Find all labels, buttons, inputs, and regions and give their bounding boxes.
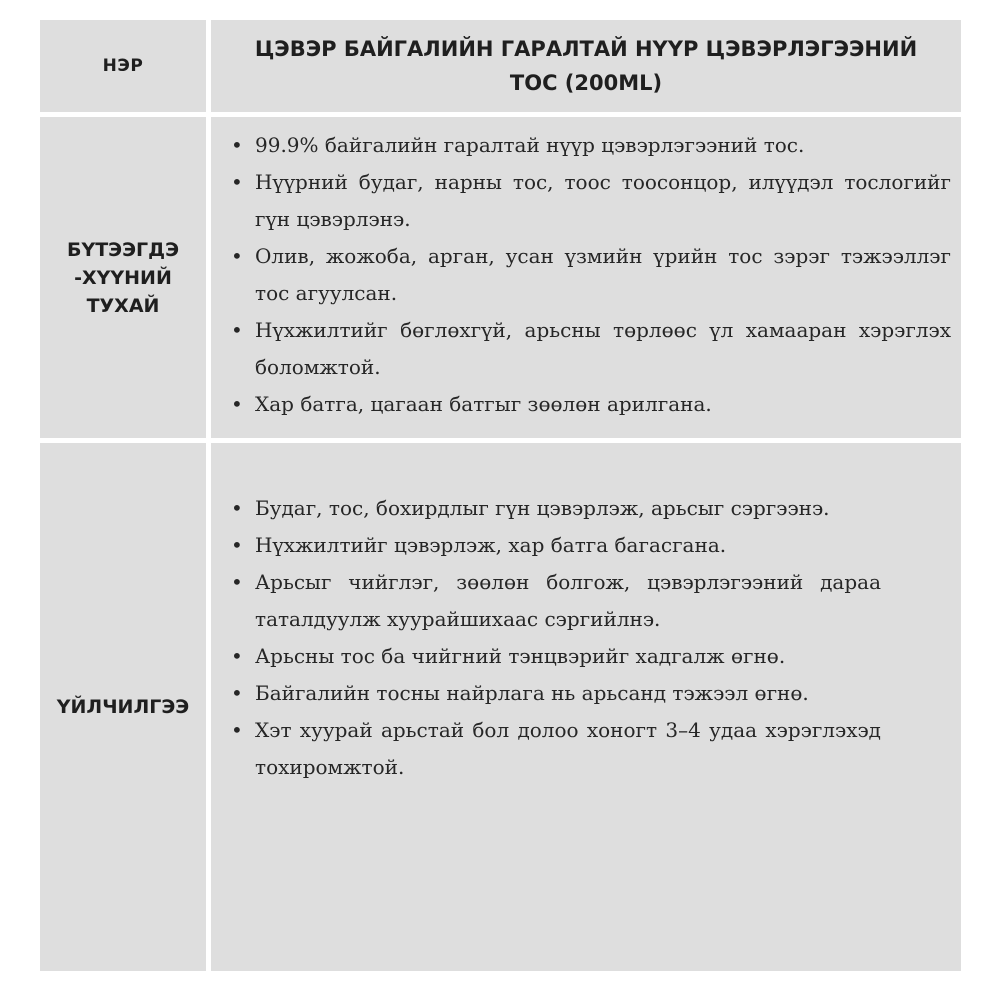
list-item-text: Байгалийн тосны найрлага нь арьсанд тэжээл өгнө. bbox=[255, 681, 809, 705]
list-item bbox=[231, 164, 951, 238]
list-item bbox=[231, 638, 881, 675]
bullet-icon: • bbox=[231, 718, 243, 742]
bullet-icon: • bbox=[231, 496, 243, 520]
list-item bbox=[231, 386, 951, 423]
list-item-text: 99.9% байгалийн гаралтай нүүр цэвэрлэгээний тос. bbox=[255, 133, 805, 157]
bullet-icon: • bbox=[231, 392, 243, 416]
list-item bbox=[231, 675, 881, 712]
bullet-icon: • bbox=[231, 133, 243, 157]
list-item-text: Нүүрний будаг, нарны тос, тоос тоосонцор, илүүдэл тослогийг гүн цэвэрлэнэ. bbox=[255, 170, 951, 231]
effect-bullet-list bbox=[231, 490, 881, 786]
list-item-text: Олив, жожоба, арган, усан үзмийн үрийн тос зэрэг тэжээллэг тос агуулсан. bbox=[255, 244, 951, 305]
effect-label: ҮЙЛЧИЛГЭЭ bbox=[56, 696, 190, 718]
bullet-icon: • bbox=[231, 244, 243, 268]
product-info-table bbox=[40, 20, 961, 971]
name-header-cell bbox=[40, 20, 206, 112]
about-label-cell bbox=[40, 117, 206, 438]
list-item bbox=[231, 490, 881, 527]
about-content-cell bbox=[211, 117, 961, 438]
list-item bbox=[231, 312, 951, 386]
about-label: БҮТЭЭГДЭ -ХҮҮНИЙ ТУХАЙ bbox=[66, 238, 180, 317]
bullet-icon: • bbox=[231, 644, 243, 668]
bullet-icon: • bbox=[231, 170, 243, 194]
bullet-icon: • bbox=[231, 681, 243, 705]
list-item-text: Хар батга, цагаан батгыг зөөлөн арилгана. bbox=[255, 392, 712, 416]
list-item bbox=[231, 527, 881, 564]
list-item bbox=[231, 712, 881, 786]
bullet-icon: • bbox=[231, 570, 243, 594]
list-item-text: Нүхжилтийг бөглөхгүй, арьсны төрлөөс үл хамааран хэрэглэх боломжтой. bbox=[255, 318, 951, 379]
product-title: ЦЭВЭР БАЙГАЛИЙН ГАРАЛТАЙ НҮҮР ЦЭВЭРЛЭГЭЭНИЙ ТОС (200ML) bbox=[254, 37, 918, 95]
list-item-text: Арьсны тос ба чийгний тэнцвэрийг хадгалж өгнө. bbox=[255, 644, 786, 668]
bullet-icon: • bbox=[231, 533, 243, 557]
list-item-text: Нүхжилтийг цэвэрлэж, хар батга багасгана. bbox=[255, 533, 727, 557]
list-item bbox=[231, 127, 951, 164]
name-header-label: НЭР bbox=[102, 56, 144, 76]
list-item bbox=[231, 238, 951, 312]
bullet-icon: • bbox=[231, 318, 243, 342]
effect-content-cell bbox=[211, 443, 961, 971]
list-item-text: Будаг, тос, бохирдлыг гүн цэвэрлэж, арьсыг сэргээнэ. bbox=[255, 496, 830, 520]
product-title-cell bbox=[211, 20, 961, 112]
about-bullet-list bbox=[231, 127, 951, 423]
effect-label-cell bbox=[40, 443, 206, 971]
list-item bbox=[231, 564, 881, 638]
list-item-text: Хэт хуурай арьстай бол долоо хоногт 3–4 удаа хэрэглэхэд тохиромжтой. bbox=[255, 718, 881, 779]
list-item-text: Арьсыг чийглэг, зөөлөн болгож, цэвэрлэгээний дараа таталдуулж хуурайшихаас сэргийлнэ. bbox=[255, 570, 881, 631]
